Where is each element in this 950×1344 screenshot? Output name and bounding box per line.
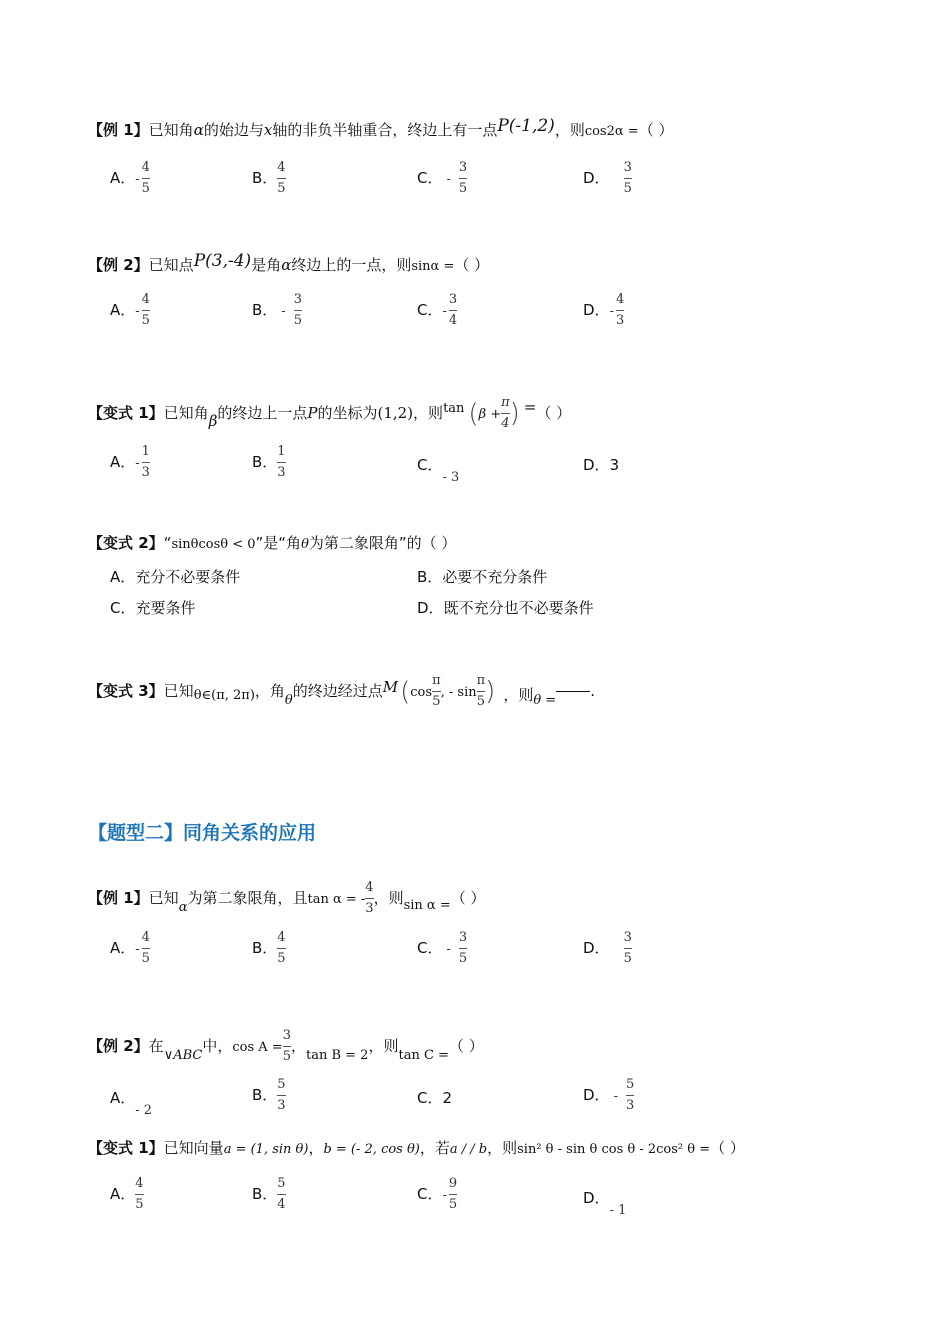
option-value: 充分不必要条件 [135,568,241,586]
denominator: 5 [432,694,441,709]
right-paren: ) [509,398,520,429]
math: P [307,404,318,422]
minus: - [135,304,140,319]
minus: - [446,942,451,957]
option-a [110,1088,153,1118]
text: ，则 [554,121,585,139]
text: 的坐标为 [317,404,378,422]
minus: - [135,456,140,471]
minus: - [135,172,140,187]
fraction [277,444,285,481]
option-value: 必要不充分条件 [442,568,548,586]
fraction [277,930,285,967]
option-c [417,160,467,197]
denominator: 3 [625,1098,635,1113]
option-a [110,444,150,481]
text: 已知 [163,682,194,700]
option-label: B． [252,1185,278,1203]
numerator: 9 [448,1176,458,1191]
math: x [263,121,273,139]
denominator: 3 [365,901,374,916]
fraction [449,1176,457,1213]
question-tag: 【变式 2】 [88,534,164,552]
question-tag: 【变式 1】 [88,1139,164,1157]
option-d [583,1188,627,1218]
question-tag: 【例 1】 [88,889,149,907]
math: θ∈(π, 2π) [193,688,255,703]
denominator: 5 [458,951,468,966]
text: “ [163,534,172,552]
option-b [252,1077,286,1114]
option-label: C． [417,1089,443,1107]
answer-paren: （ ） [448,1037,484,1055]
option-b [252,160,286,197]
numerator: 3 [282,1028,291,1043]
right-paren: ) [485,676,496,707]
fraction [277,1077,285,1114]
math: b = (- 2, cos θ) [323,1142,420,1157]
option-label: A． [110,169,136,187]
answer-paren: （ ） [710,1139,745,1157]
fraction [142,444,150,481]
text: ”是“角 [255,534,302,552]
math: cos [410,685,433,700]
math: (1,2) [377,404,414,422]
numerator: 3 [448,292,458,307]
denominator: 5 [623,181,632,196]
numerator: 4 [141,160,150,175]
text: . [590,682,595,700]
denominator: 5 [282,1049,291,1064]
text: 轴的非负半轴重合，终边上有一点 [272,121,498,139]
option-c [417,930,467,967]
option-label: C． [417,169,443,187]
option-d [583,292,624,329]
text: 在 [148,1037,164,1055]
question-tag: 【例 1】 [88,121,149,139]
option-label: B． [252,169,278,187]
option-c [110,598,196,618]
option-label: B． [252,453,278,471]
option-b [252,930,286,967]
text: 已知角 [148,121,194,139]
text: ，则 [373,889,404,907]
numerator: 3 [458,930,468,945]
denominator: 5 [448,1197,458,1212]
numerator: 4 [135,1176,144,1191]
option-c [417,1176,457,1213]
denominator: 5 [277,181,286,196]
option-d [583,455,619,475]
option-a [110,930,150,967]
denominator: 5 [135,1197,144,1212]
math: cos A = [232,1040,283,1055]
math: ∨ABC [163,1048,203,1063]
option-b [252,444,286,481]
text: 已知点 [148,256,194,274]
numerator: 4 [277,160,286,175]
option-label: B． [252,939,278,957]
option-label: B． [417,568,443,586]
text: 已知 [148,889,179,907]
math: α [281,256,292,274]
numerator: 3 [293,292,302,307]
option-label: A． [110,1089,136,1107]
answer-paren: （ ） [450,889,486,907]
numerator: 1 [277,444,286,459]
text: 为第二象限角”的（ ） [308,534,457,552]
numerator: 5 [625,1077,635,1092]
numerator: 4 [615,292,625,307]
option-label: A． [110,453,136,471]
math: θ = [533,693,557,708]
fraction [626,1077,634,1114]
question-s1-ex2 [88,251,490,277]
math: θ [301,537,309,552]
option-label: A． [110,939,136,957]
question-s2-v1 [88,1138,745,1160]
numerator: π [476,673,486,688]
denominator: 4 [277,1197,286,1212]
question-s1-v3 [88,673,595,710]
option-label: D． [583,169,610,187]
denominator: 5 [141,313,150,328]
option-label: C． [417,1185,443,1203]
minus: - [613,1089,618,1104]
fraction [624,930,632,967]
math: a = (1, sin θ) [223,1142,309,1157]
option-label: B． [252,1086,278,1104]
question-s2-ex2 [88,1028,484,1065]
fraction [277,1176,285,1213]
fraction [616,292,624,329]
option-label: D． [583,456,610,474]
numerator: 5 [277,1176,286,1191]
minus: - [442,1188,447,1203]
option-value: 既不充分也不必要条件 [443,599,594,617]
text: ，则 [413,404,444,422]
left-paren: ( [400,676,411,707]
option-c [417,292,457,329]
fraction [277,160,285,197]
text: 已知向量 [163,1139,224,1157]
fraction [135,1176,143,1213]
denominator: 5 [458,181,468,196]
option-value: 充要条件 [135,599,196,617]
fraction [624,160,632,197]
text: ，则 [503,686,534,704]
numerator: 3 [623,930,632,945]
minus: - [281,304,286,319]
answer-paren: （ ） [536,404,572,422]
numerator: 3 [458,160,468,175]
numerator: π [501,395,510,410]
fraction [449,292,457,329]
minus: - [135,942,140,957]
fraction [459,160,467,197]
text: ，若 [419,1139,450,1157]
option-a [110,1176,144,1213]
denominator: 5 [141,181,150,196]
numerator: 4 [365,880,374,895]
text: 的终边上一点 [217,404,308,422]
text: 的终边经过点 [292,682,383,700]
minus: - [442,304,447,319]
text: 为第二象限角，且 [187,889,308,907]
section-heading: 【题型二】同角关系的应用 [88,822,317,844]
numerator: 4 [277,930,286,945]
math: tan α = - [307,892,366,907]
option-label: D． [417,599,444,617]
denominator: 5 [623,951,632,966]
option-label: D． [583,939,610,957]
math: tan [443,401,465,416]
text: ， [290,1037,306,1055]
math: , - sin [440,685,477,700]
math: α [193,121,204,139]
question-tag: 【例 2】 [88,1037,149,1055]
denominator: 5 [141,951,150,966]
option-label: A． [110,301,136,319]
option-b [417,567,547,587]
text: ，角 [254,682,285,700]
question-s1-v2 [88,533,456,555]
option-value: - 2 [135,1103,153,1118]
option-label: C． [417,456,443,474]
text: 终边上的一点，则 [291,256,412,274]
math: sinθcosθ < 0 [171,537,256,552]
option-label: C． [417,301,443,319]
option-c [417,1088,452,1108]
option-label: A． [110,1185,136,1203]
option-label: D． [583,1189,610,1207]
minus: - [446,172,451,187]
math: tan C = [398,1048,449,1063]
text: 中， [202,1037,233,1055]
answer-paren: （ ） [454,256,490,274]
numerator: 4 [141,292,150,307]
denominator: 3 [615,313,625,328]
math: P(-1,2) [497,116,555,136]
denominator: 4 [448,313,458,328]
answer-paren: （ ） [638,121,674,139]
option-b [252,1176,286,1213]
math: a / / b [449,1142,488,1157]
math: tan B = 2 [305,1048,369,1063]
question-s2-ex1 [88,880,486,917]
numerator: π [432,673,441,688]
answer-blank [556,691,590,692]
fraction [283,1028,291,1065]
fraction [459,930,467,967]
math: cos2α = [584,124,639,139]
math: = [523,398,537,416]
numerator: 1 [141,444,150,459]
option-d [583,1077,634,1114]
text: 已知角 [163,404,209,422]
option-a [110,567,240,587]
math: sin² θ - sin θ cos θ - 2cos² θ = [517,1142,711,1157]
numerator: 3 [623,160,632,175]
option-a [110,292,150,329]
math: P(3,-4) [193,251,252,271]
denominator: 4 [501,416,510,431]
option-label: D． [583,1086,610,1104]
numerator: 4 [141,930,150,945]
numerator: 5 [277,1077,286,1092]
denominator: 3 [277,1098,286,1113]
option-value: - 1 [609,1203,627,1218]
option-value: - 3 [442,470,460,485]
option-a [110,160,150,197]
math: sin α = [403,898,451,913]
fraction [477,673,486,710]
math: α [178,900,188,915]
fraction [432,673,441,710]
question-s1-ex1 [88,116,674,142]
fraction [501,395,510,432]
math: β + [478,407,502,422]
option-c [417,455,460,485]
fraction [142,930,150,967]
option-label: B． [252,301,278,319]
left-paren: ( [468,398,479,429]
text: ，则 [487,1139,518,1157]
denominator: 3 [141,465,150,480]
fraction [142,292,150,329]
question-tag: 【变式 3】 [88,682,164,700]
denominator: 3 [277,465,286,480]
math: θ [284,693,293,708]
option-label: C． [417,939,443,957]
question-s1-v1 [88,395,571,432]
question-tag: 【变式 1】 [88,404,164,422]
option-d [583,930,632,967]
option-d [583,160,632,197]
text: ，则 [368,1037,399,1055]
option-value: 3 [609,456,620,474]
denominator: 5 [293,313,302,328]
math: M [382,678,399,696]
option-label: A． [110,568,136,586]
fraction [294,292,302,329]
question-tag: 【例 2】 [88,256,149,274]
text: ， [308,1139,324,1157]
option-b [252,292,302,329]
option-label: D． [583,301,610,319]
text: 的始边与 [203,121,264,139]
fraction [365,880,373,917]
text: 是角 [251,256,282,274]
math: β [208,412,218,430]
math: sinα = [411,259,455,274]
option-value: 2 [442,1089,453,1107]
option-label: C． [110,599,136,617]
fraction [142,160,150,197]
option-d [417,598,594,618]
denominator: 5 [277,951,286,966]
denominator: 5 [476,694,486,709]
minus: - [609,304,614,319]
